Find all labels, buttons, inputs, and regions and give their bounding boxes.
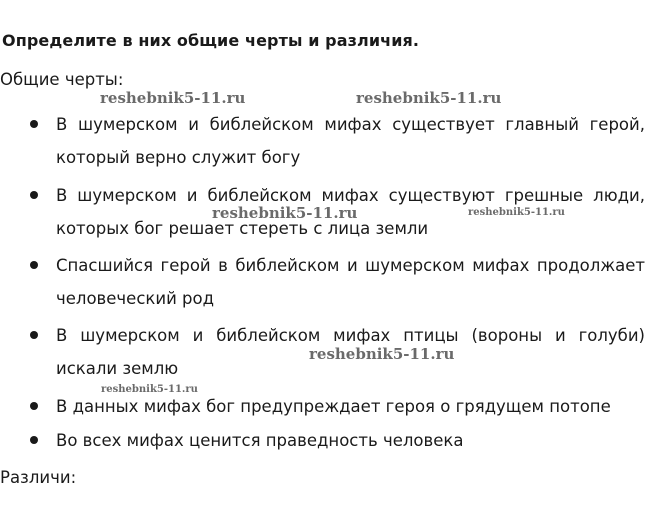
- list-item-text: В данных мифах бог предупреждает героя о грядущем потопе: [56, 397, 611, 416]
- list-item: [56, 424, 645, 457]
- watermark: reshebnik5-11.ru: [356, 89, 502, 107]
- list-item: [56, 108, 645, 174]
- watermark: reshebnik5-11.ru: [309, 345, 455, 363]
- bullet-icon: [30, 120, 38, 128]
- task-heading: Определите в них общие черты и различия.: [2, 31, 420, 50]
- watermark: reshebnik5-11.ru: [100, 89, 246, 107]
- bullet-icon: [30, 436, 38, 444]
- list-item-text: В шумерском и библейском мифах существуют грешные люди, которых бог решает стереть с лица земли: [56, 186, 645, 238]
- bullet-icon: [30, 402, 38, 410]
- list-item-text: Спасшийся герой в библейском и шумерском мифах продолжает человеческий род: [56, 256, 645, 308]
- common-features-label: Общие черты:: [0, 70, 124, 89]
- list-item-text: Во всех мифах ценится праведность человека: [56, 431, 464, 450]
- watermark: reshebnik5-11.ru: [212, 204, 358, 222]
- watermark: reshebnik5-11.ru: [468, 207, 565, 218]
- bullet-icon: [30, 331, 38, 339]
- differences-label: Различи:: [0, 468, 77, 487]
- list-item-text: В шумерском и библейском мифах существует главный герой, который верно служит богу: [56, 115, 645, 167]
- list-item-text: В шумерском и библейском мифах птицы (вороны и голуби) искали землю: [56, 326, 645, 378]
- bullet-icon: [30, 261, 38, 269]
- list-item: [56, 249, 645, 315]
- bullet-icon: [30, 191, 38, 199]
- watermark: reshebnik5-11.ru: [101, 384, 198, 395]
